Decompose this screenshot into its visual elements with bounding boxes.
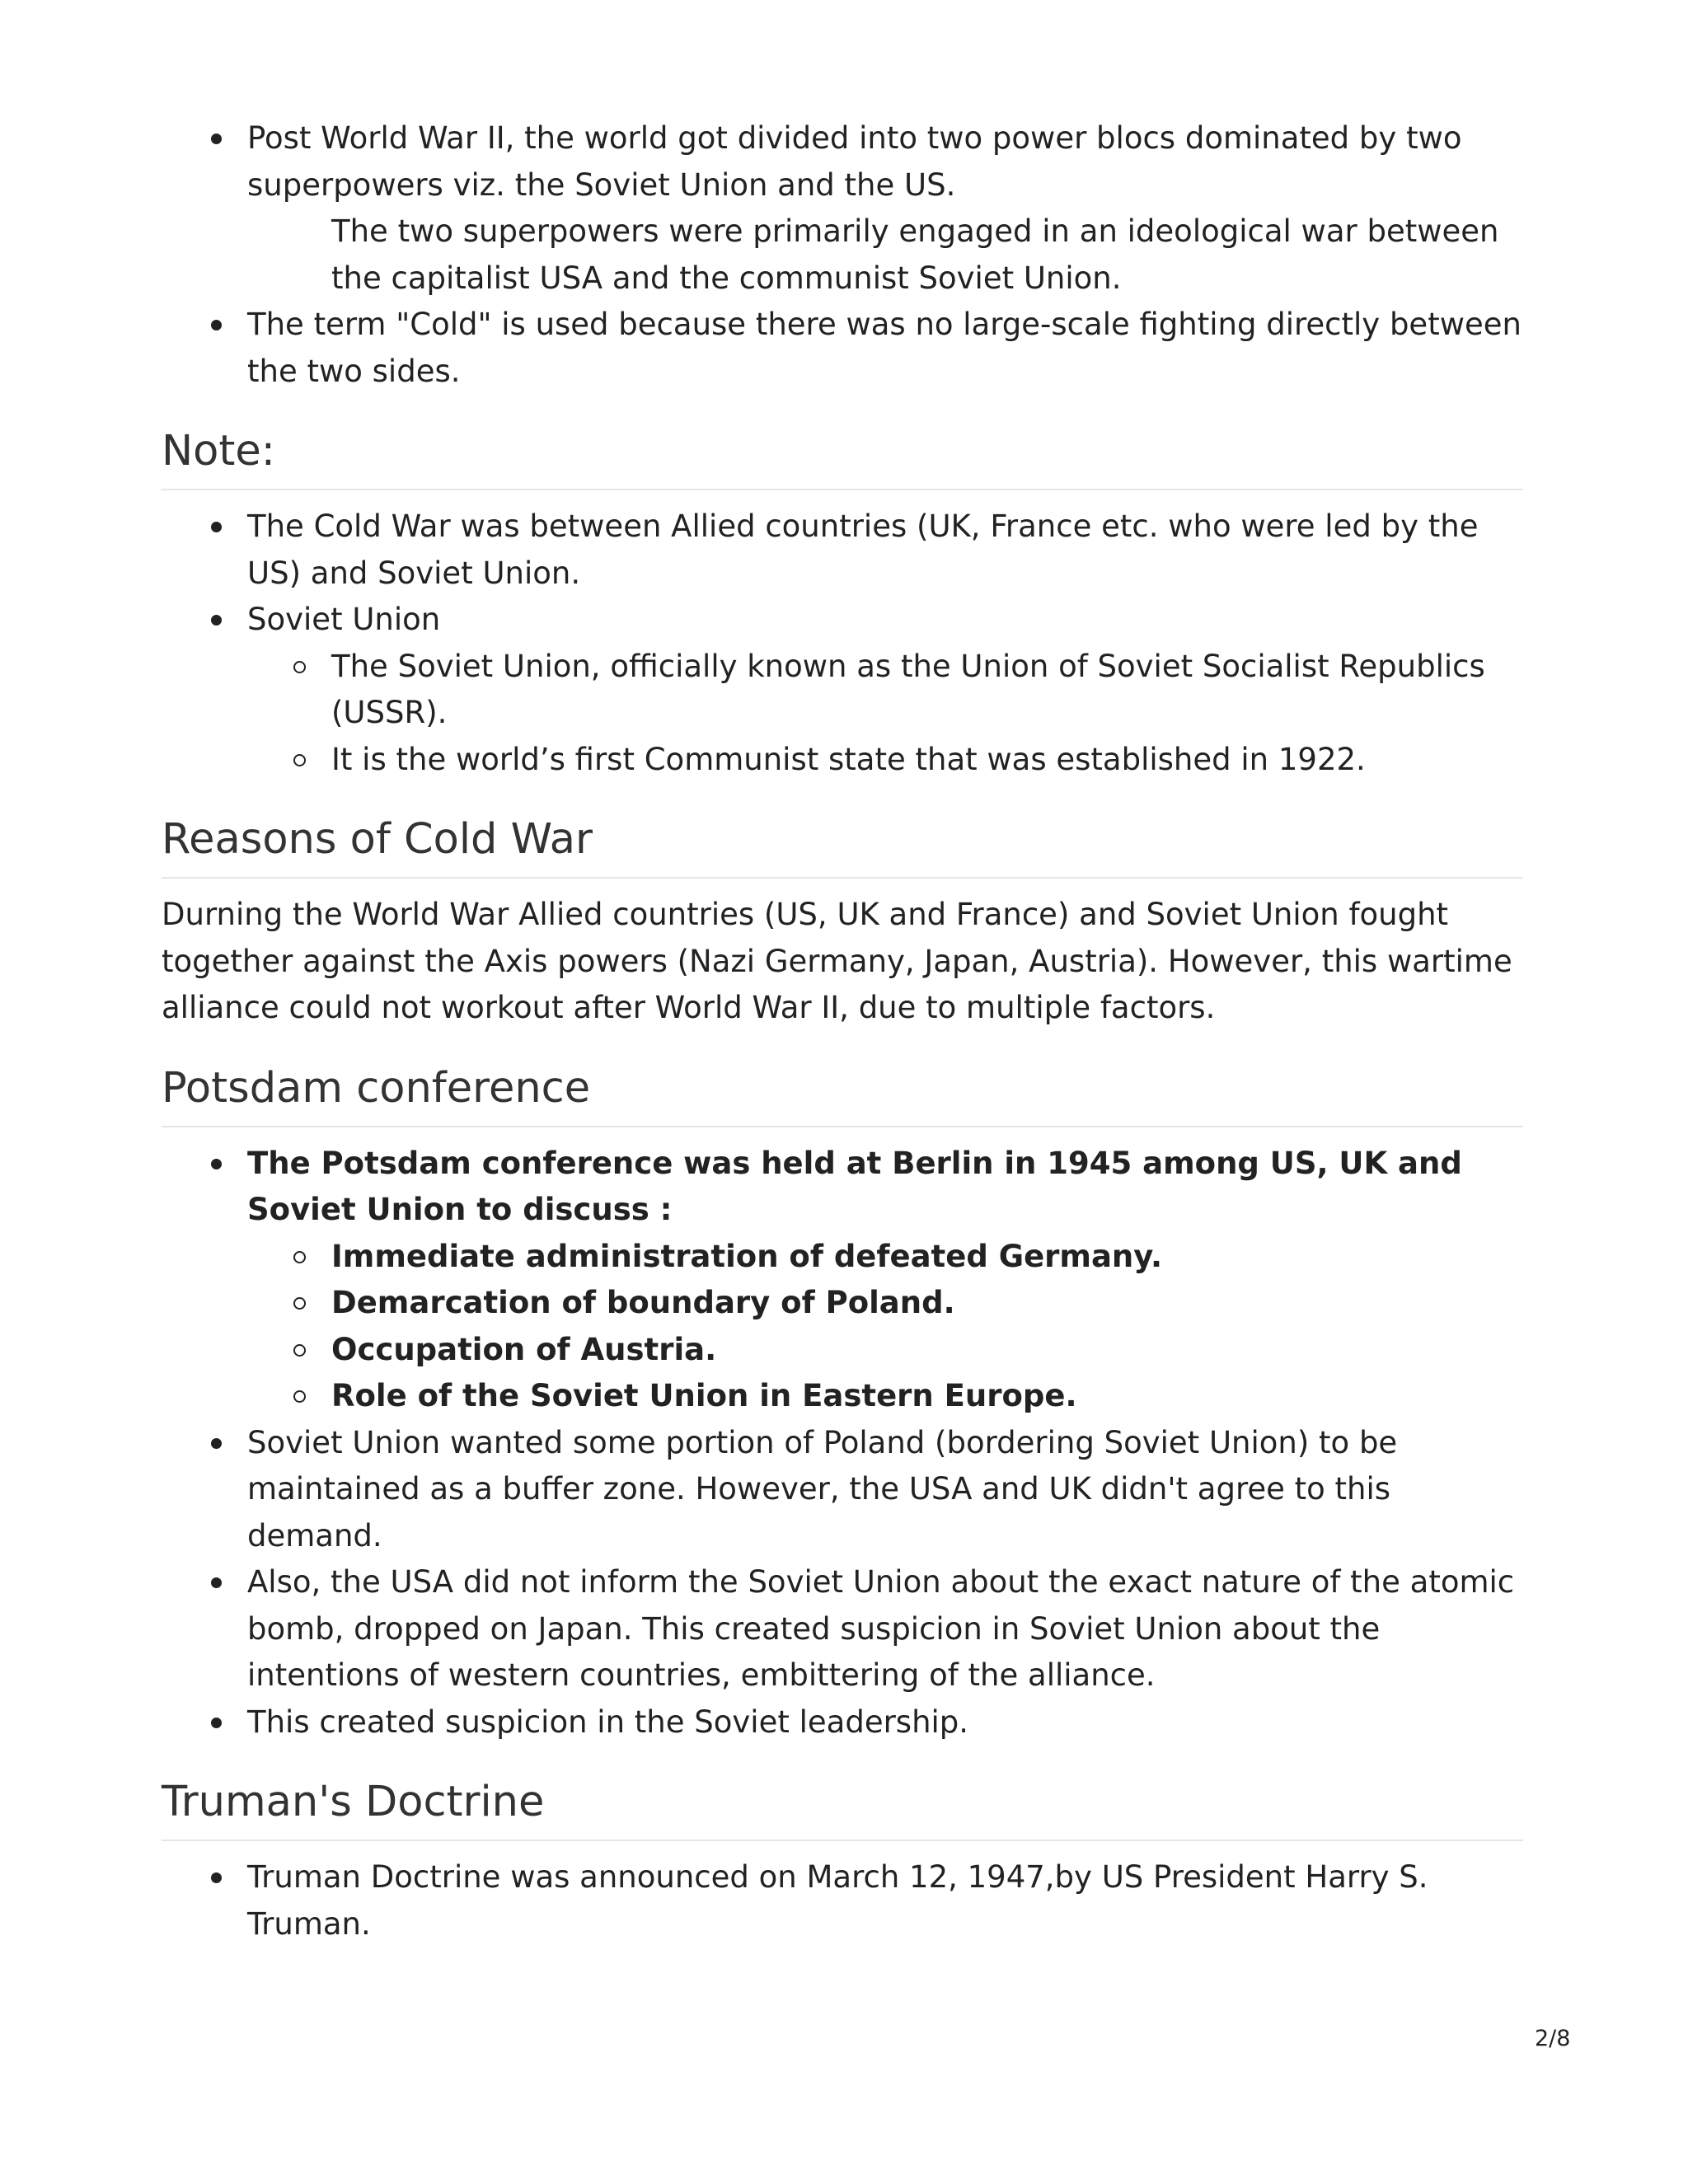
list-item [162,1699,1523,1746]
list-item [162,597,1523,644]
potsdam-subitem-4-text: Role of the Soviet Union in Eastern Europe. [331,1378,1077,1413]
potsdam-item-2-text: Soviet Union wanted some portion of Poland (bordering Soviet Union) to be maintained as a buffer zone. However, the USA and UK didn't agree to this demand. [247,1424,1398,1554]
potsdam-item-1-text: The Potsdam conference was held at Berlin in 1945 among US, UK and Soviet Union to discuss : [247,1145,1462,1227]
note-item-2-text: Soviet Union [247,602,441,637]
list-item [162,644,1523,737]
note-heading: Note: [162,423,1523,490]
potsdam-subitem-3-text: Occupation of Austria. [331,1331,717,1367]
list-item [162,1559,1523,1699]
list-item [162,1327,1523,1374]
potsdam-item-4-text: This created suspicion in the Soviet leadership. [247,1704,969,1740]
list-item [162,302,1523,395]
list-item [162,115,1523,209]
intro-list [162,115,1523,209]
potsdam-list [162,1141,1523,1746]
list-item [162,504,1523,597]
potsdam-subitem-2-text: Demarcation of boundary of Poland. [331,1285,955,1320]
note-subitem-1-text: The Soviet Union, officially known as the Union of Soviet Socialist Republics (USSR). [331,648,1485,730]
intro-indented-paragraph: The two superpowers were primarily engaged in an ideological war between the capitalist USA and the communist Soviet Union. [331,213,1499,296]
reasons-paragraph: Durning the World War Allied countries (US, UK and France) and Soviet Union fought together against the Axis powers (Nazi Germany, Japan, Austria). However, this wartime alliance could not workout after World War II, due to multiple factors. [162,897,1512,1025]
note-item-1-text: The Cold War was between Allied countries (UK, France etc. who were led by the US) and Soviet Union. [247,509,1479,591]
potsdam-item-3-text: Also, the USA did not inform the Soviet Union about the exact nature of the atomic bomb, dropped on Japan. This created suspicion in Soviet Union about the intentions of western countries, embittering of the alliance. [247,1564,1515,1693]
list-item [162,737,1523,784]
document-body [162,115,1523,1947]
list-item [162,1373,1523,1420]
truman-list [162,1854,1523,1947]
potsdam-subitem-1-text: Immediate administration of defeated Germany. [331,1238,1163,1274]
reasons-heading: Reasons of Cold War [162,811,1523,879]
list-item [162,1234,1523,1281]
truman-item-1-text: Truman Doctrine was announced on March 12, 1947,by US President Harry S. Truman. [247,1859,1428,1942]
page-number: 2/8 [1535,2026,1571,2051]
intro-item-1-text: Post World War II, the world got divided into two power blocs dominated by two superpowers viz. the Soviet Union and the US. [247,120,1462,203]
list-item [162,1141,1523,1234]
note-subitem-2-text: It is the world’s first Communist state that was established in 1922. [331,741,1366,777]
truman-heading: Truman's Doctrine [162,1774,1523,1841]
note-list [162,504,1523,783]
intro-list-continued [162,302,1523,395]
potsdam-heading: Potsdam conference [162,1060,1523,1127]
intro-item-2-text: The term "Cold" is used because there was no large-scale fighting directly between the two sides. [247,307,1522,389]
list-item [162,1420,1523,1560]
list-item [162,1280,1523,1327]
list-item [162,1854,1523,1947]
